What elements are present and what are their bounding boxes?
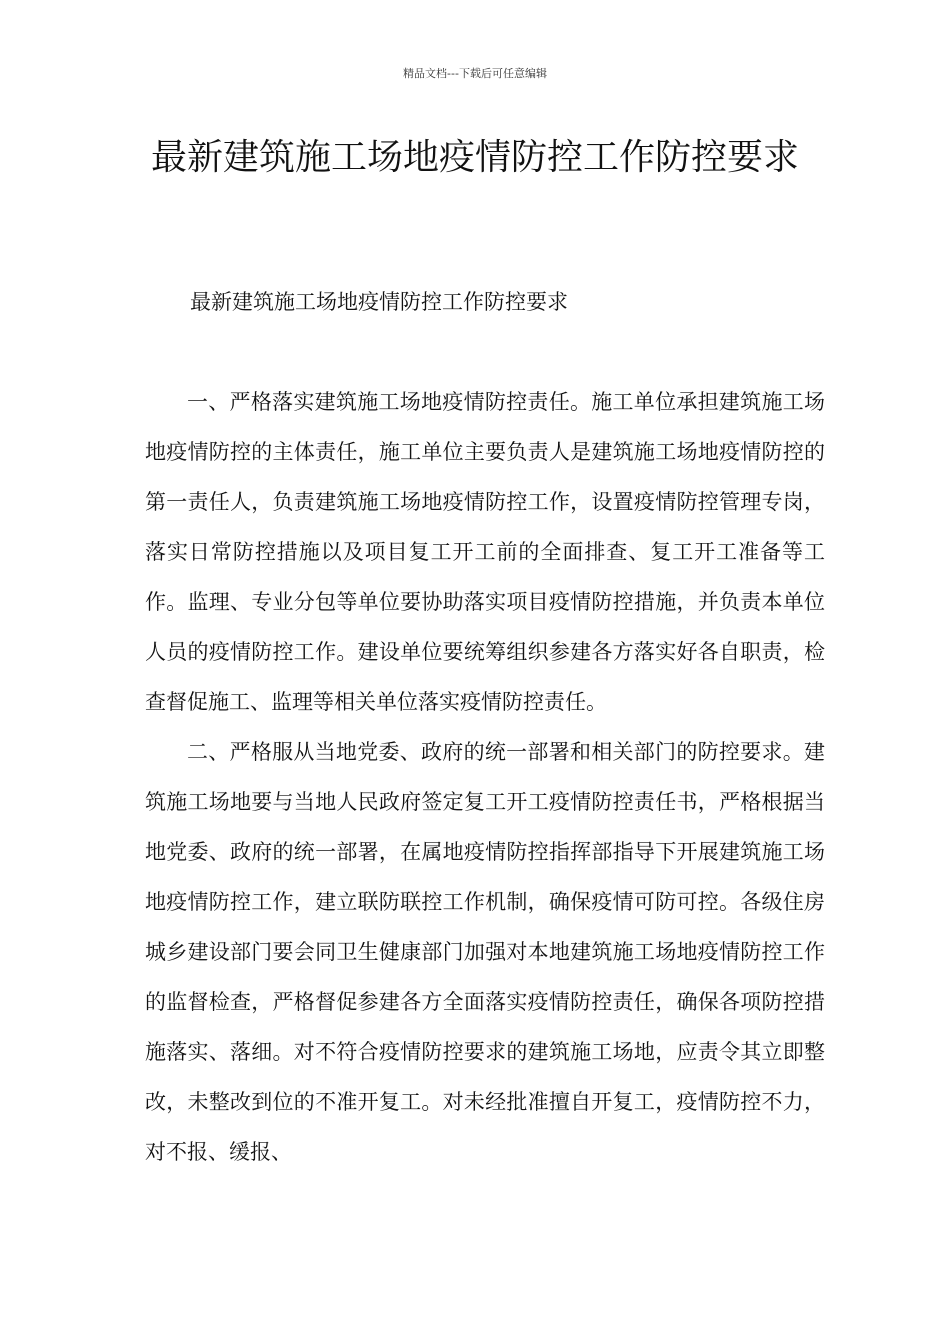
document-subtitle: 最新建筑施工场地疫情防控工作防控要求: [190, 290, 568, 314]
paragraph-2: 二、严格服从当地党委、政府的统一部署和相关部门的防控要求。建筑施工场地要与当地人民政府签定复工开工疫情防控责任书，严格根据当地党委、政府的统一部署，在属地疫情防控指挥部指导下开展建筑施工场地疫情防控工作，建立联防联控工作机制，确保疫情可防可控。各级住房城乡建设部门要会同卫生健康部门加强对本地建筑施工场地疫情防控工作的监督检查，严格督促参建各方全面落实疫情防控责任，确保各项防控措施落实、落细。对不符合疫情防控要求的建筑施工场地，应责令其立即整改，未整改到位的不准开复工。对未经批准擅自开复工，疫情防控不力，对不报、缓报、: [145, 740, 825, 1164]
paragraph-1: 一、严格落实建筑施工场地疫情防控责任。施工单位承担建筑施工场地疫情防控的主体责任，施工单位主要负责人是建筑施工场地疫情防控的第一责任人，负责建筑施工场地疫情防控工作，设置疫情防控管理专岗，落实日常防控措施以及项目复工开工前的全面排查、复工开工准备等工作。监理、专业分包等单位要协助落实项目疫情防控措施，并负责本单位人员的疫情防控工作。建设单位要统筹组织参建各方落实好各自职责，检查督促施工、监理等相关单位落实疫情防控责任。: [145, 390, 825, 714]
body-text: [145, 377, 825, 1177]
header-note: 精品文档---下载后可任意编辑: [403, 67, 547, 80]
document-title: 最新建筑施工场地疫情防控工作防控要求: [150, 137, 799, 178]
